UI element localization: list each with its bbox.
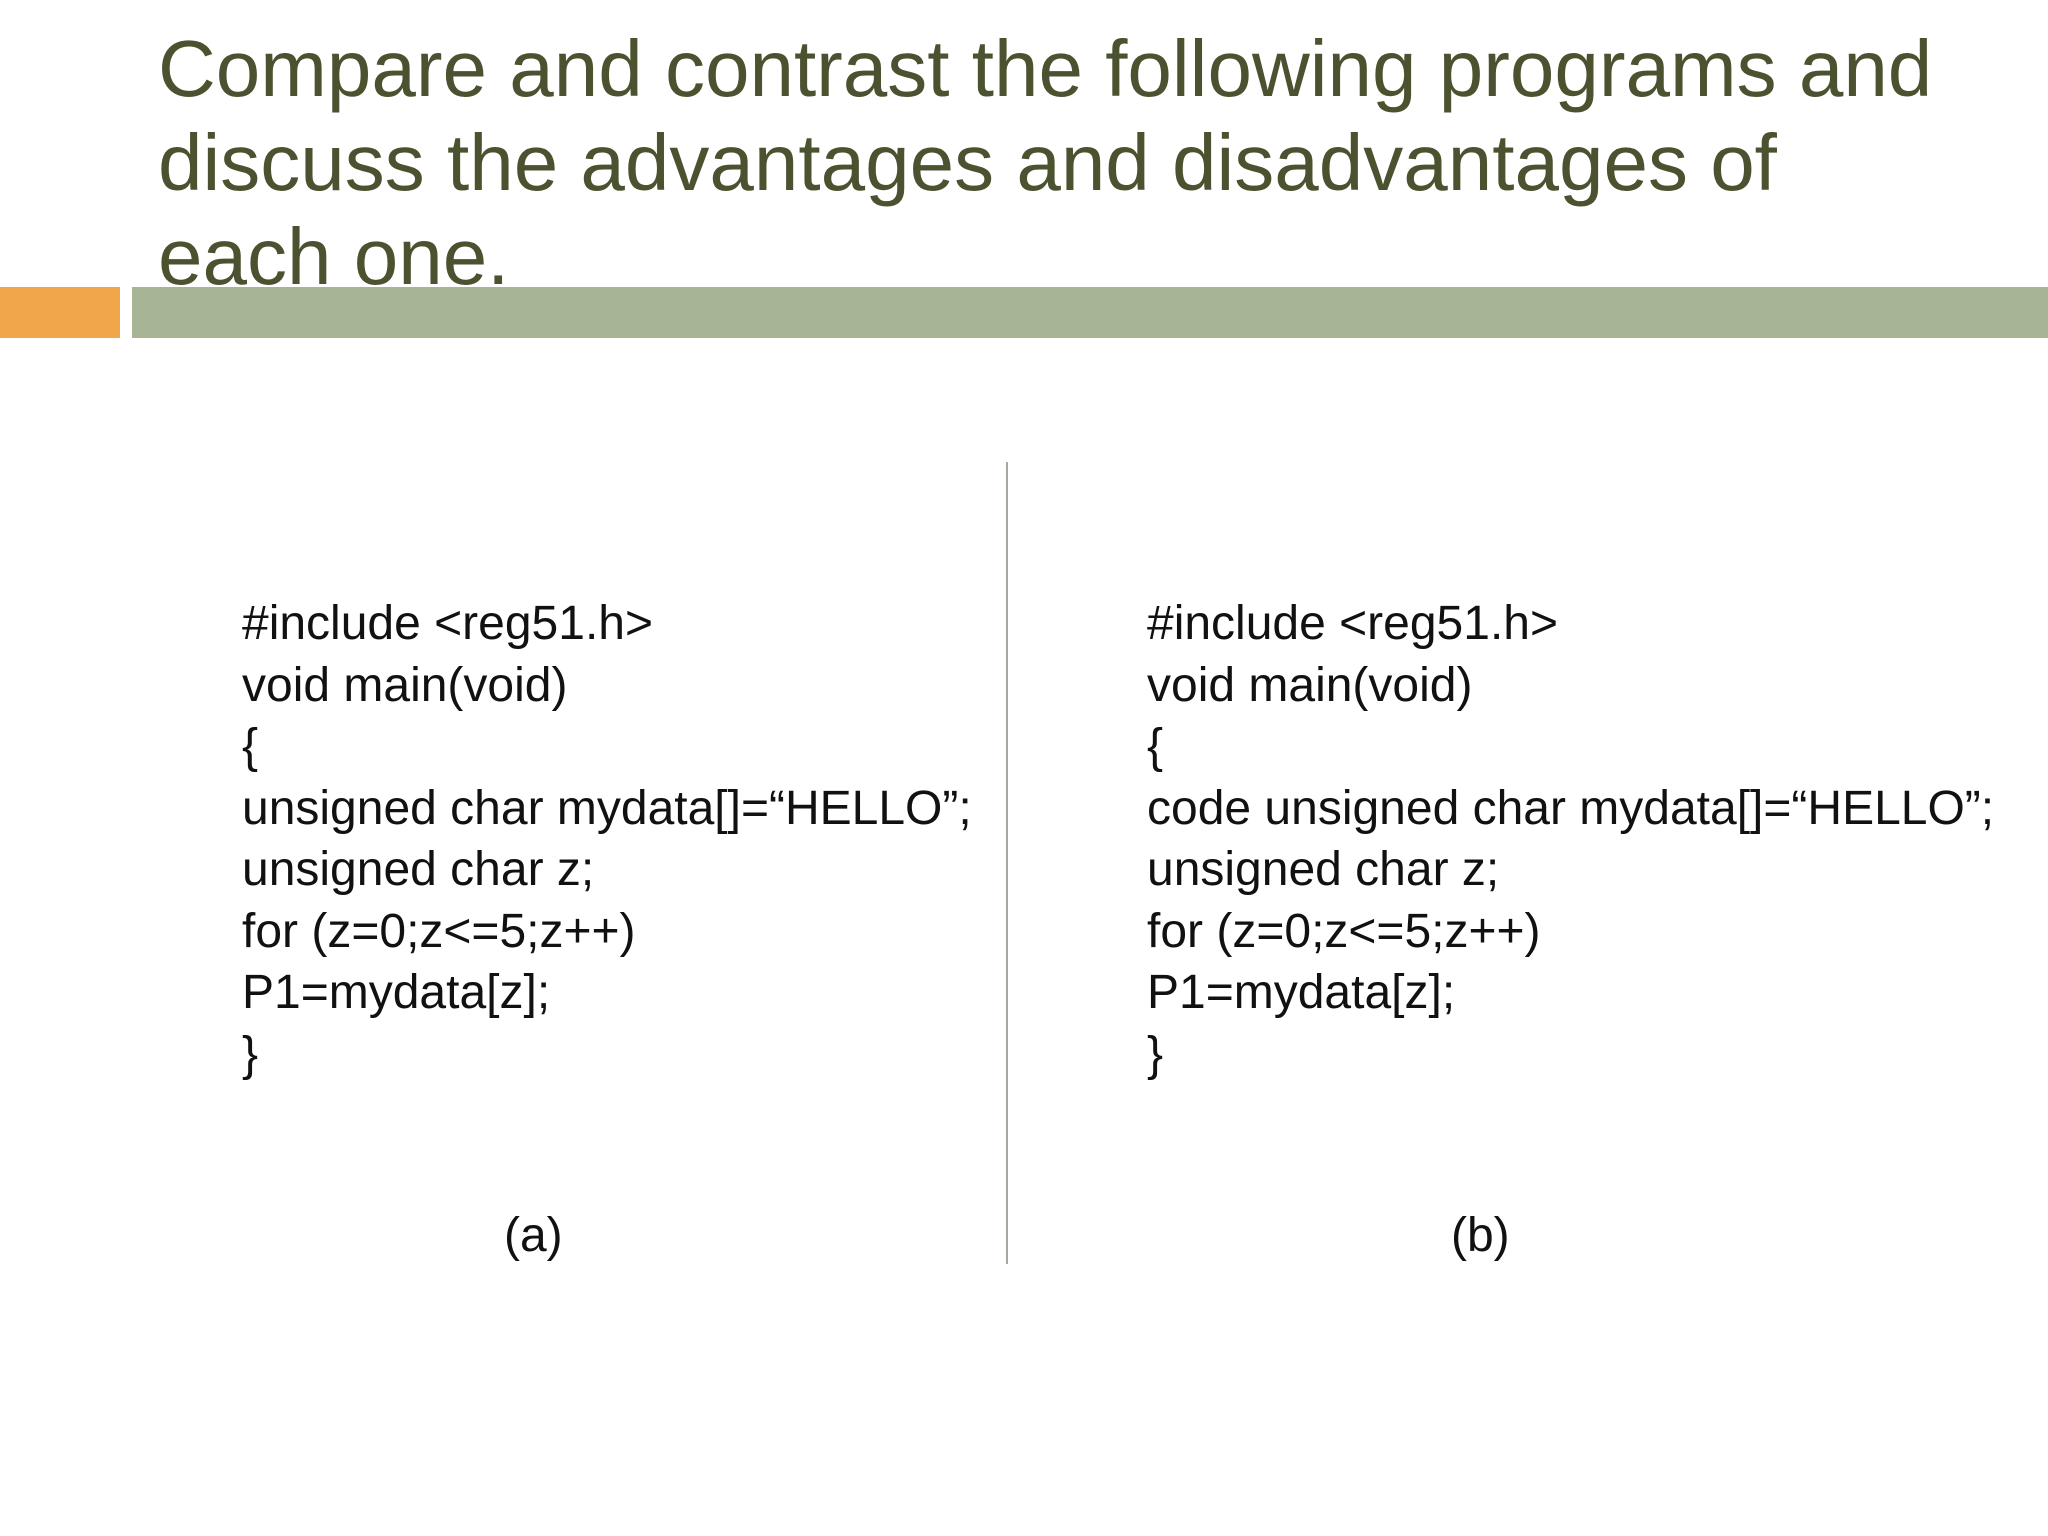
accent-bar-orange [0, 287, 120, 338]
code-line: #include <reg51.h> [242, 597, 653, 650]
column-divider [1006, 462, 1008, 1264]
code-line: P1=mydata[z]; [242, 966, 551, 1019]
program-a-caption: (a) [504, 1209, 563, 1262]
code-line: { [242, 720, 259, 773]
slide-title [158, 22, 2018, 304]
code-line: } [242, 1027, 259, 1081]
program-b-code [1147, 593, 1994, 1085]
program-b-caption: (b) [1451, 1209, 1510, 1262]
code-line: unsigned char z; [1147, 843, 1500, 896]
title-line: Compare and contrast the following programs and [158, 24, 1933, 113]
code-line: { [1147, 720, 1164, 773]
title-line: discuss the advantages and disadvantages of [158, 118, 1777, 207]
program-a-code [242, 593, 972, 1085]
code-line: P1=mydata[z]; [1147, 966, 1456, 1019]
code-line: void main(void) [1147, 658, 1473, 712]
code-line: unsigned char mydata[]=“HELLO”; [242, 781, 972, 835]
code-line: for (z=0;z<=5;z++) [242, 904, 636, 958]
code-line: void main(void) [242, 658, 568, 712]
code-line: for (z=0;z<=5;z++) [1147, 904, 1541, 958]
title-line: each one. [158, 212, 510, 301]
code-line: code unsigned char mydata[]=“HELLO”; [1147, 781, 1995, 835]
code-line: #include <reg51.h> [1147, 597, 1558, 650]
code-line: } [1147, 1027, 1164, 1081]
code-line: unsigned char z; [242, 843, 595, 896]
